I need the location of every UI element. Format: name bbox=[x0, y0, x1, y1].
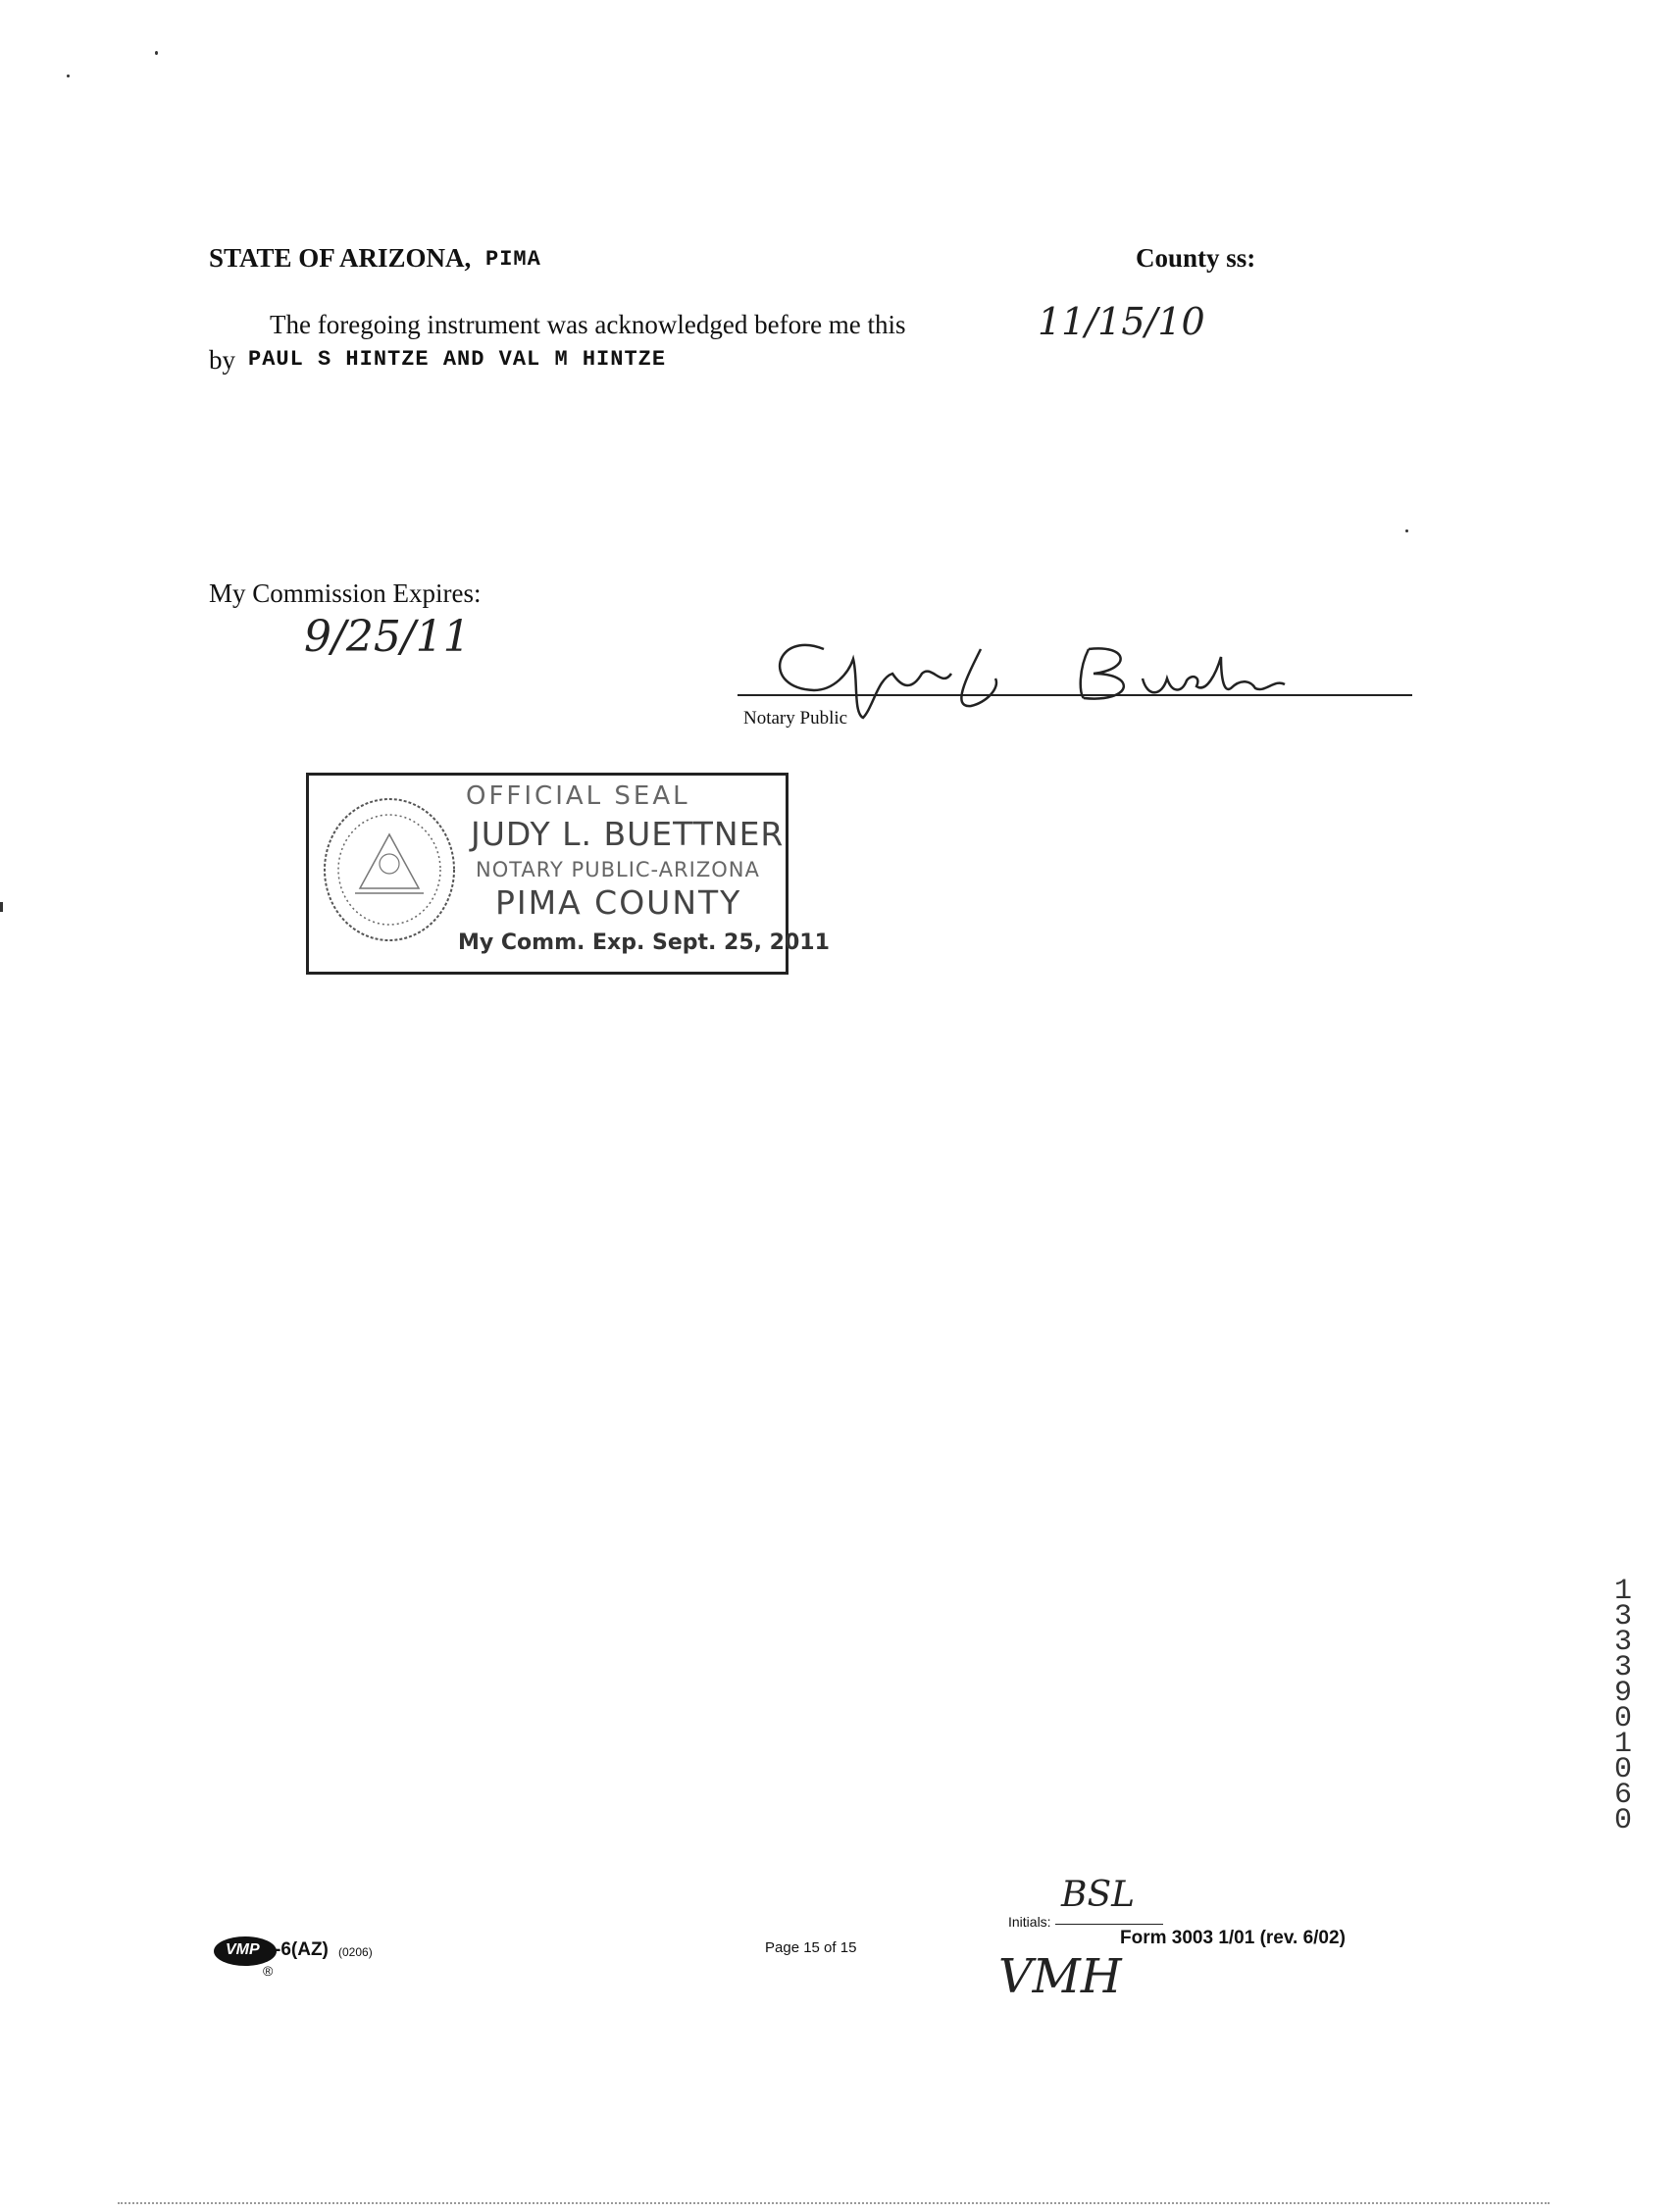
acknowledgment-sentence: The foregoing instrument was acknowledged before me this bbox=[270, 310, 906, 339]
registered-mark: ® bbox=[263, 1963, 274, 1979]
seal-notary-state: NOTARY PUBLIC-ARIZONA bbox=[476, 858, 760, 881]
page-number: Page 15 of 15 bbox=[765, 1939, 857, 1956]
commission-date: 9/25/11 bbox=[304, 612, 471, 662]
notary-seal-stamp bbox=[306, 773, 830, 975]
scan-edge-noise bbox=[118, 2202, 1550, 2204]
seal-commission-expiry: My Comm. Exp. Sept. 25, 2011 bbox=[458, 930, 830, 955]
initials-handwritten-2: VMH bbox=[998, 1949, 1122, 2004]
seal-heading: OFFICIAL SEAL bbox=[466, 781, 690, 811]
arizona-state-seal-icon bbox=[321, 795, 458, 944]
seal-county: PIMA COUNTY bbox=[495, 883, 742, 922]
form-number: Form 3003 1/01 (rev. 6/02) bbox=[1120, 1928, 1346, 1948]
scan-speck bbox=[67, 75, 70, 77]
vmp-logo-icon bbox=[214, 1936, 277, 1966]
initials-label: Initials: bbox=[1008, 1914, 1051, 1930]
county-name: PIMA bbox=[485, 247, 541, 272]
vmp-logo-text: VMP bbox=[226, 1941, 260, 1958]
initials-line bbox=[1055, 1924, 1163, 1925]
scan-speck bbox=[1405, 529, 1408, 532]
scan-speck bbox=[155, 51, 158, 55]
signature-line bbox=[738, 694, 1412, 696]
acknowledgment-date: 11/15/10 bbox=[1038, 300, 1205, 343]
commission-label: My Commission Expires: bbox=[209, 578, 482, 608]
seal-notary-name: JUDY L. BUETTNER bbox=[471, 815, 785, 853]
form-code: -6(AZ) bbox=[275, 1939, 329, 1960]
scan-speck bbox=[0, 902, 3, 912]
initials-handwritten-1: BSL bbox=[1061, 1875, 1136, 1915]
form-code-date: (0206) bbox=[338, 1945, 373, 1959]
county-ss: County ss: bbox=[1136, 243, 1256, 273]
recording-number: 13339 01060 bbox=[1613, 1575, 1632, 1837]
parties-names: PAUL S HINTZE AND VAL M HINTZE bbox=[248, 347, 667, 372]
state-label: STATE OF ARIZONA, bbox=[209, 243, 472, 273]
by-prefix: by bbox=[209, 345, 235, 375]
notary-public-label: Notary Public bbox=[743, 708, 848, 729]
